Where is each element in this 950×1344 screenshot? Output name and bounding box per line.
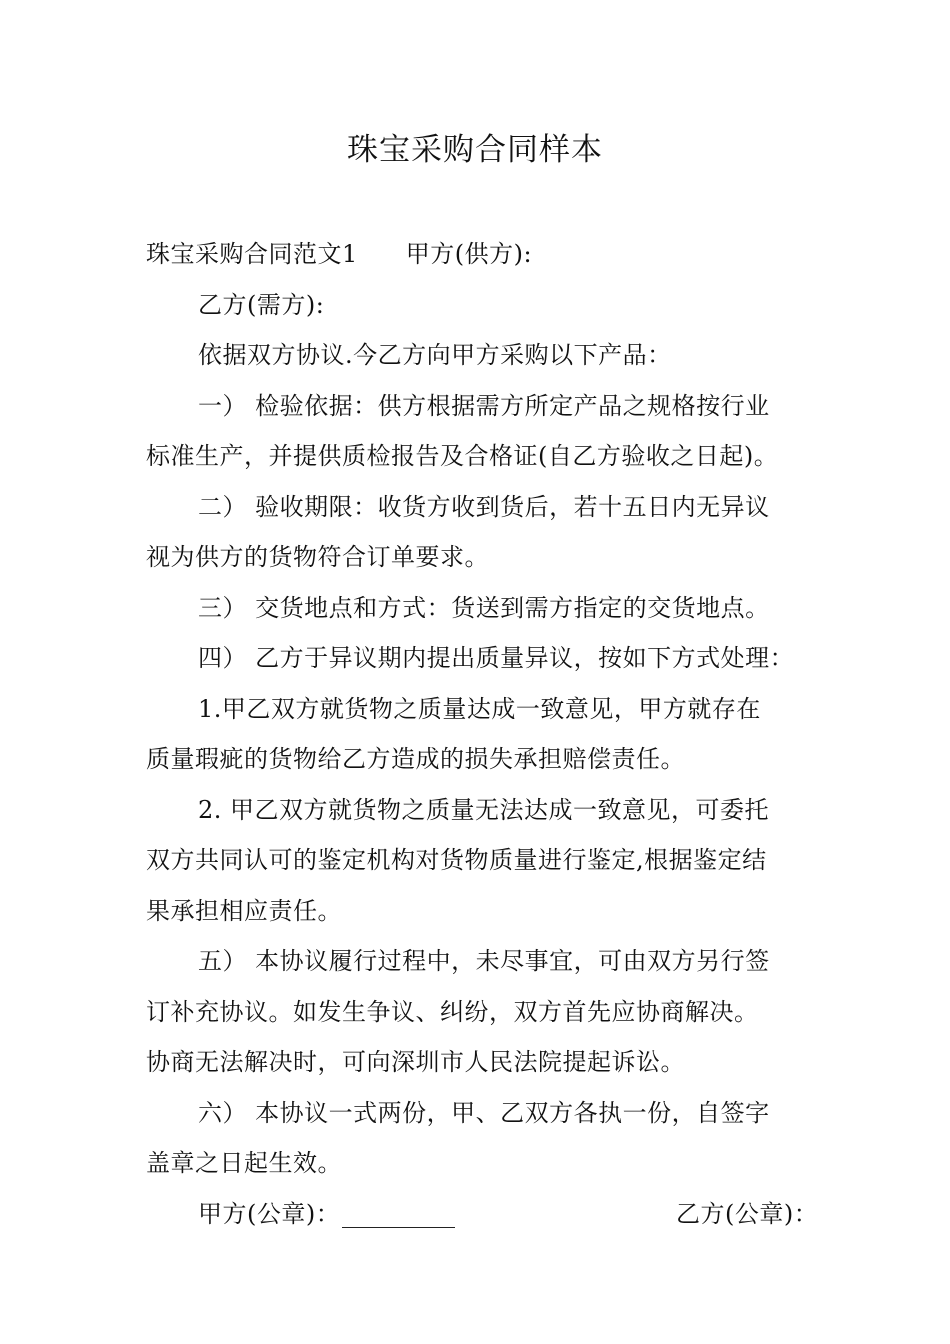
clause-1-line-2: 标准生产，并提供质检报告及合格证(自乙方验收之日起)。	[146, 442, 779, 470]
party-a-seal-label: 甲方(公章)：	[198, 1199, 341, 1228]
clause-5-line-1: 五） 本协议履行过程中，未尽事宜，可由双方另行签	[198, 947, 770, 975]
item-1-line-1: 1.甲乙双方就货物之质量达成一致意见，甲方就存在	[198, 694, 761, 723]
clause-5-line-3: 协商无法解决时，可向深圳市人民法院提起诉讼。	[146, 1048, 685, 1076]
party-b-signature	[676, 1189, 818, 1240]
item-2-line-3: 果承担相应责任。	[146, 896, 342, 925]
intro-line	[146, 229, 810, 280]
party-a-label: 甲方(供方):	[405, 240, 533, 268]
clause-5-line-2: 订补充协议。如发生争议、纠纷，双方首先应协商解决。	[146, 997, 759, 1026]
preamble: 依据双方协议.今乙方向甲方采购以下产品：	[198, 341, 672, 369]
item-2-line-2: 双方共同认可的鉴定机构对货物质量进行鉴定,根据鉴定结	[146, 846, 767, 874]
clause-6-line-2: 盖章之日起生效。	[146, 1149, 342, 1177]
clause-2-line-2: 视为供方的货物符合订单要求。	[146, 543, 489, 571]
document-title: 珠宝采购合同样本	[347, 132, 603, 168]
clause-3-line-1: 三） 交货地点和方式：货送到需方指定的交货地点。	[198, 593, 770, 622]
party-b-seal-label: 乙方(公章)：	[676, 1199, 819, 1228]
party-a-signature-blank[interactable]	[342, 1203, 455, 1228]
party-a-signature	[198, 1189, 455, 1240]
contract-body	[146, 229, 819, 1239]
clause-2-line-1: 二） 验收期限：收货方收到货后，若十五日内无异议	[198, 492, 770, 521]
clause-4-line-1: 四） 乙方于异议期内提出质量异议，按如下方式处理：	[198, 644, 795, 672]
item-1-line-2: 质量瑕疵的货物给乙方造成的损失承担赔偿责任。	[146, 745, 685, 773]
item-2-line-1: 2. 甲乙双方就货物之质量无法达成一致意见，可委托	[198, 795, 770, 824]
intro-heading: 珠宝采购合同范文1	[146, 240, 358, 268]
party-b-label: 乙方(需方):	[198, 290, 325, 319]
clause-1-line-1: 一） 检验依据：供方根据需方所定产品之规格按行业	[198, 391, 770, 420]
signature-row	[146, 1189, 819, 1240]
clause-6-line-1: 六） 本协议一式两份，甲、乙双方各执一份，自签字	[198, 1098, 770, 1127]
